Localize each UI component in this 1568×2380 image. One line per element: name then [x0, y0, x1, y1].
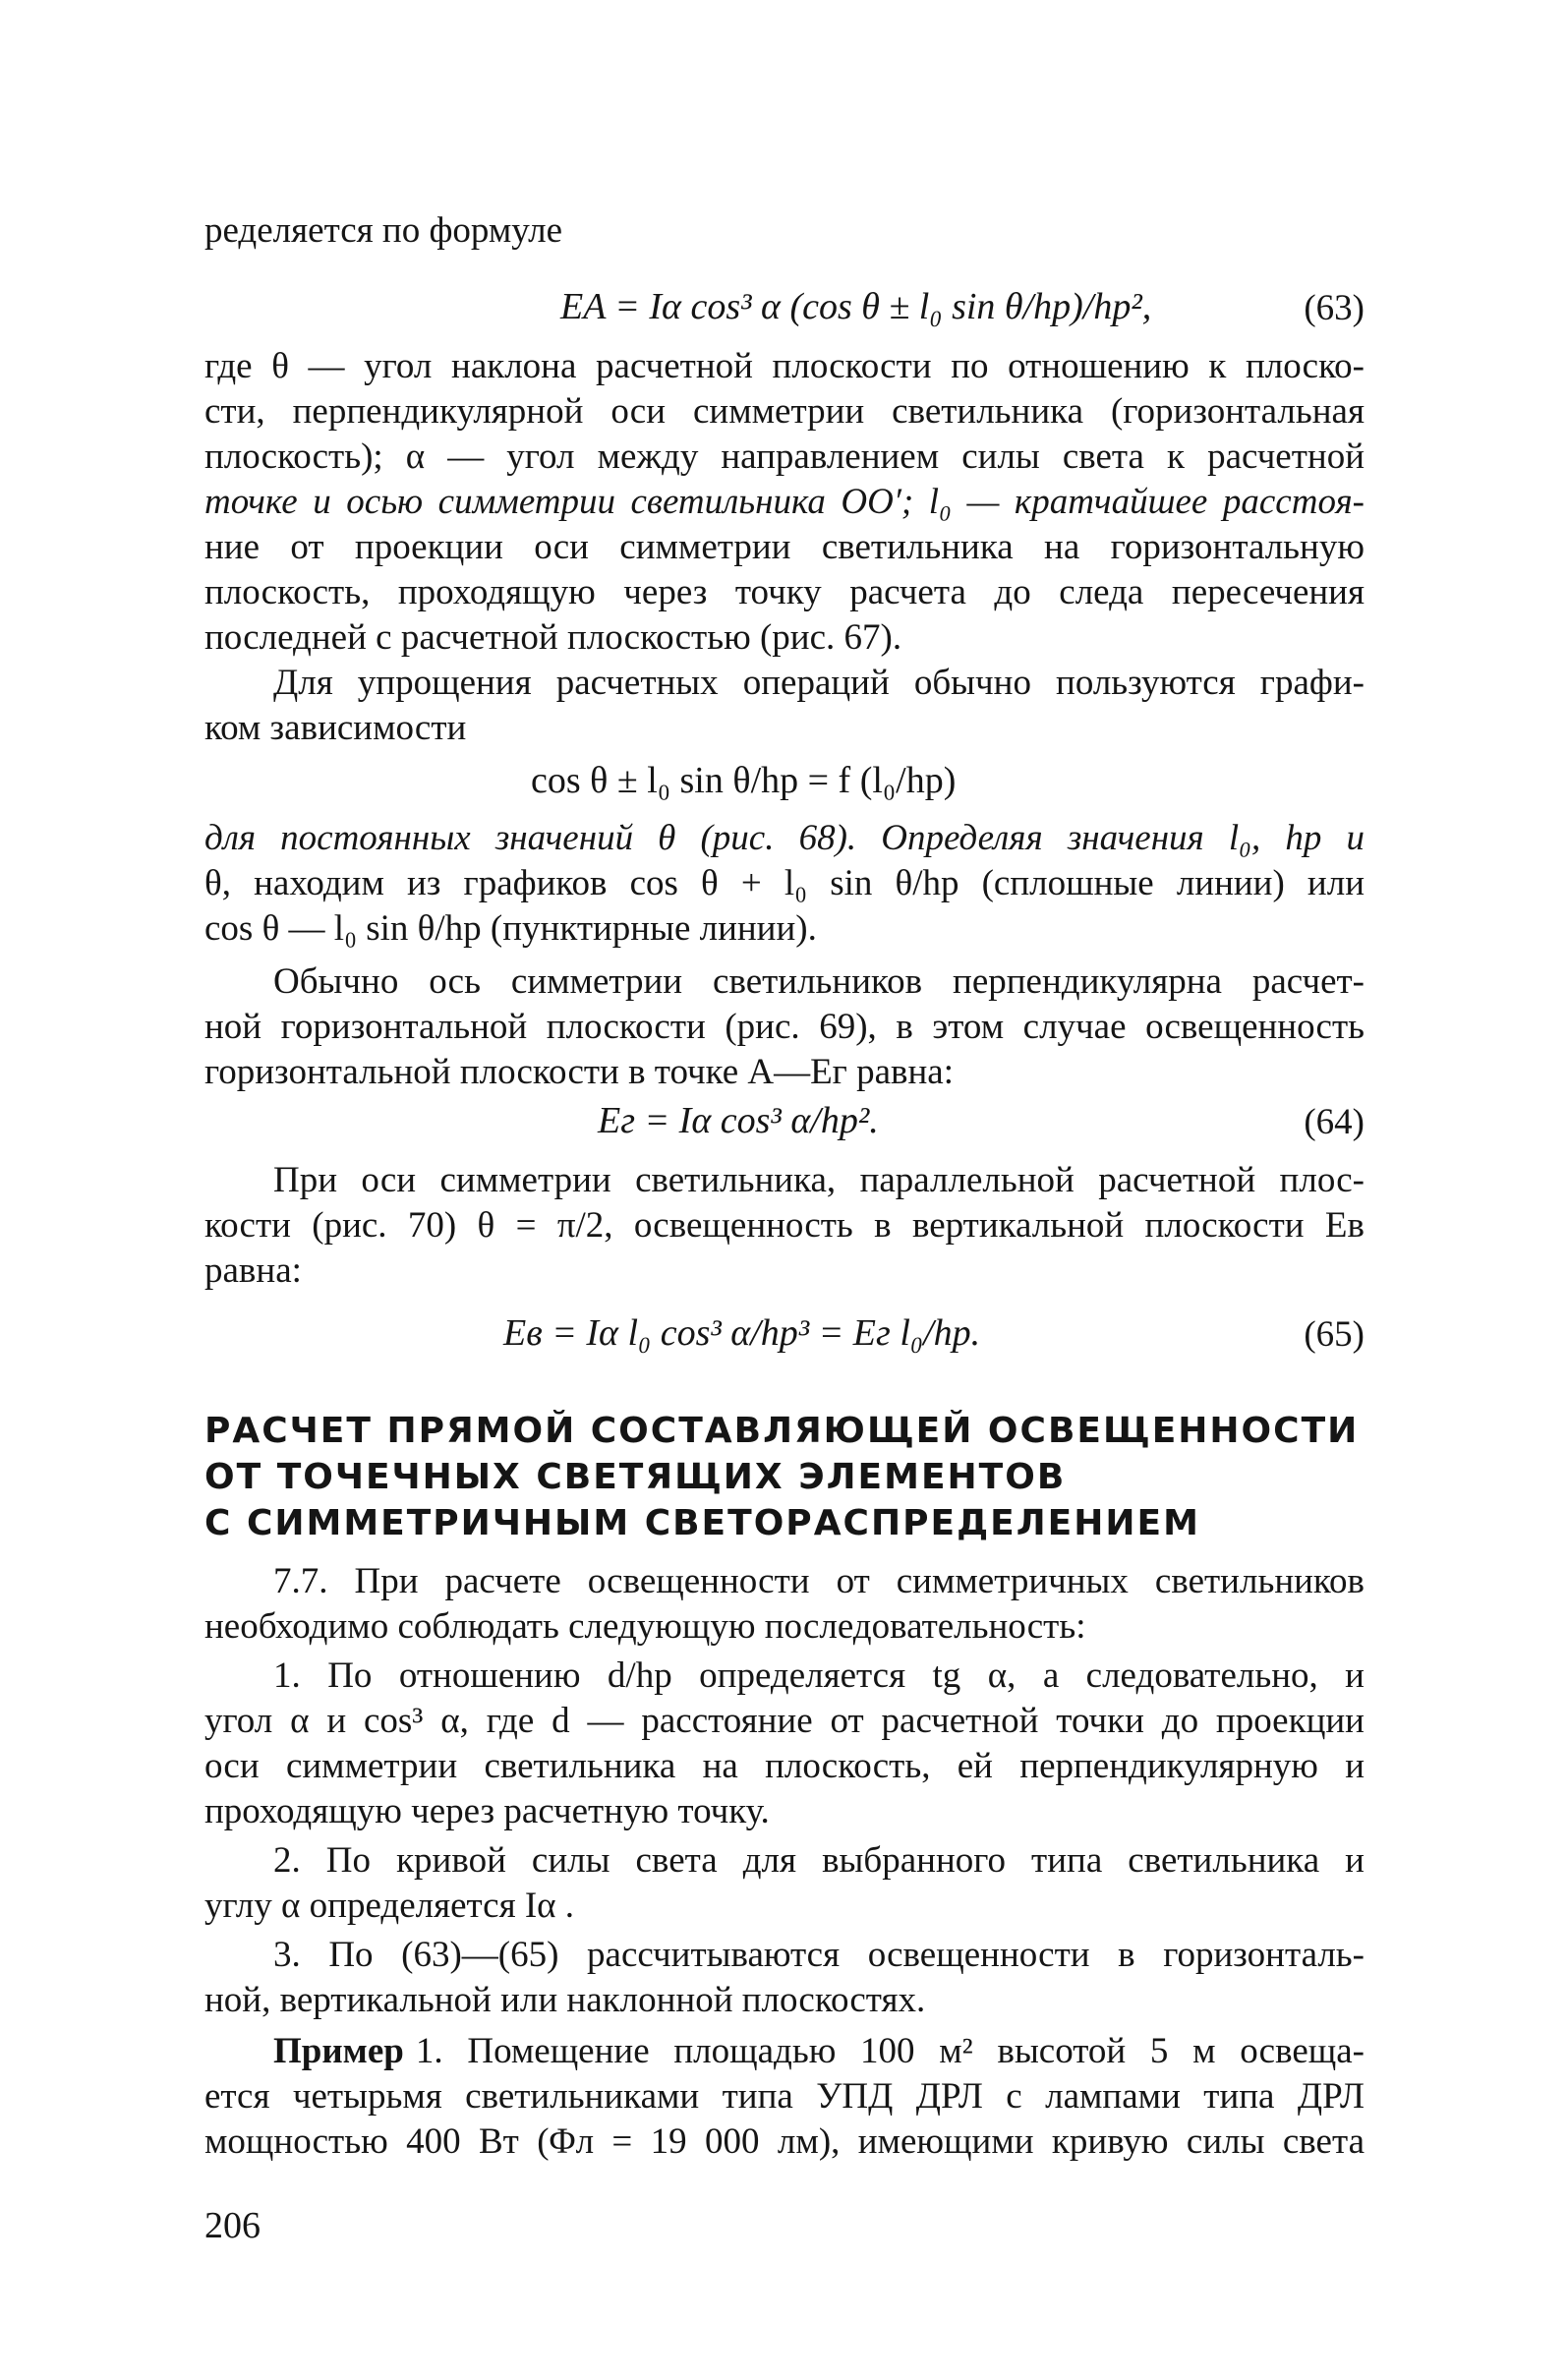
text-line: Для упрощения расчетных операций обычно пользуются графи-	[273, 663, 1365, 703]
text-line: ется четырьмя светильниками типа УПД ДРЛ с лампами типа ДРЛ	[204, 2076, 1365, 2117]
formula-graph-relation: cos θ ± l₀ sin θ/hр = f (l₀/hр)	[531, 760, 957, 801]
section-heading-line: С СИММЕТРИЧНЫМ СВЕТОРАСПРЕДЕЛЕНИЕМ	[204, 1503, 1200, 1543]
text-line: последней с расчетной плоскостью (рис. 67).	[204, 617, 902, 658]
text-line: ком зависимости	[204, 708, 467, 748]
text-line: При оси симметрии светильника, параллельной расчетной плос-	[273, 1160, 1365, 1200]
formula-64: Eг = Iα cos³ α/hр².	[598, 1100, 879, 1141]
text-line: проходящую через расчетную точку.	[204, 1791, 770, 1831]
text-line: плоскость, проходящую через точку расчета до следа пересечения	[204, 572, 1365, 612]
text-line: 3. По (63)—(65) рассчитываются освещенности в горизонталь-	[273, 1935, 1365, 1975]
text-line: равна:	[204, 1250, 302, 1291]
text-line: где θ — угол наклона расчетной плоскости по отношению к плоско-	[204, 346, 1365, 386]
formula-number-64: (64)	[1304, 1102, 1365, 1142]
section-heading-line: РАСЧЕТ ПРЯМОЙ СОСТАВЛЯЮЩЕЙ ОСВЕЩЕННОСТИ	[204, 1411, 1360, 1451]
text-line: 1. Помещение площадью 100 м² высотой 5 м освеща-	[415, 2031, 1365, 2071]
text-line: cos θ — l₀ sin θ/hр (пунктирные линии).	[204, 908, 817, 949]
formula-number-65: (65)	[1304, 1314, 1365, 1355]
example-line	[273, 2029, 1365, 2074]
text-line: плоскость); α — угол между направлением силы света к расчетной	[204, 436, 1365, 477]
text-line: оси симметрии светильника на плоскость, ей перпендикулярную и	[204, 1746, 1365, 1786]
formula-63: EA = Iα cos³ α (cos θ ± l₀ sin θ/hр)/hр²,	[560, 286, 1152, 327]
text-line: 2. По кривой силы света для выбранного типа светильника и	[273, 1840, 1365, 1881]
formula-number-63: (63)	[1304, 288, 1365, 328]
text-line: 1. По отношению d/hр определяется tg α, а следовательно, и	[273, 1655, 1365, 1696]
text-line: θ, находим из графиков cos θ + l₀ sin θ/hр (сплошные линии) или	[204, 863, 1365, 903]
text-line: ние от проекции оси симметрии светильника на горизонтальную	[204, 527, 1365, 567]
text-line: точке и осью симметрии светильника OO′; l₀ — кратчайшее расстоя-	[204, 482, 1365, 522]
text-line: кости (рис. 70) θ = π/2, освещенность в вертикальной плоскости Eв	[204, 1205, 1365, 1246]
text-line: мощностью 400 Вт (Φл = 19 000 лм), имеющими кривую силы света	[204, 2121, 1365, 2162]
text-line: ной, вертикальной или наклонной плоскостях.	[204, 1980, 926, 2020]
text-line: 7.7. При расчете освещенности от симметричных светильников	[273, 1561, 1365, 1601]
text-line: ределяется по формуле	[204, 210, 563, 251]
text-line: углу α определяется Iα .	[204, 1886, 575, 1926]
example-label: Пример	[273, 2031, 404, 2071]
text-line: Обычно ось симметрии светильников перпендикулярна расчет-	[273, 961, 1365, 1002]
text-line: угол α и cos³ α, где d — расстояние от расчетной точки до проекции	[204, 1701, 1365, 1741]
text-line: необходимо соблюдать следующую последовательность:	[204, 1606, 1086, 1647]
formula-65: Eв = Iα l₀ cos³ α/hр³ = Eг l₀/hр.	[503, 1312, 981, 1354]
page-number: 206	[204, 2205, 261, 2246]
text-line: сти, перпендикулярной оси симметрии светильника (горизонтальная	[204, 391, 1365, 432]
text-line: горизонтальной плоскости в точке A—Eг равна:	[204, 1052, 955, 1092]
text-line: для постоянных значений θ (рис. 68). Определяя значения l₀, hр и	[204, 818, 1365, 858]
section-heading-line: ОТ ТОЧЕЧНЫХ СВЕТЯЩИХ ЭЛЕМЕНТОВ	[204, 1457, 1067, 1497]
text-line: ной горизонтальной плоскости (рис. 69), в этом случае освещенность	[204, 1007, 1365, 1047]
